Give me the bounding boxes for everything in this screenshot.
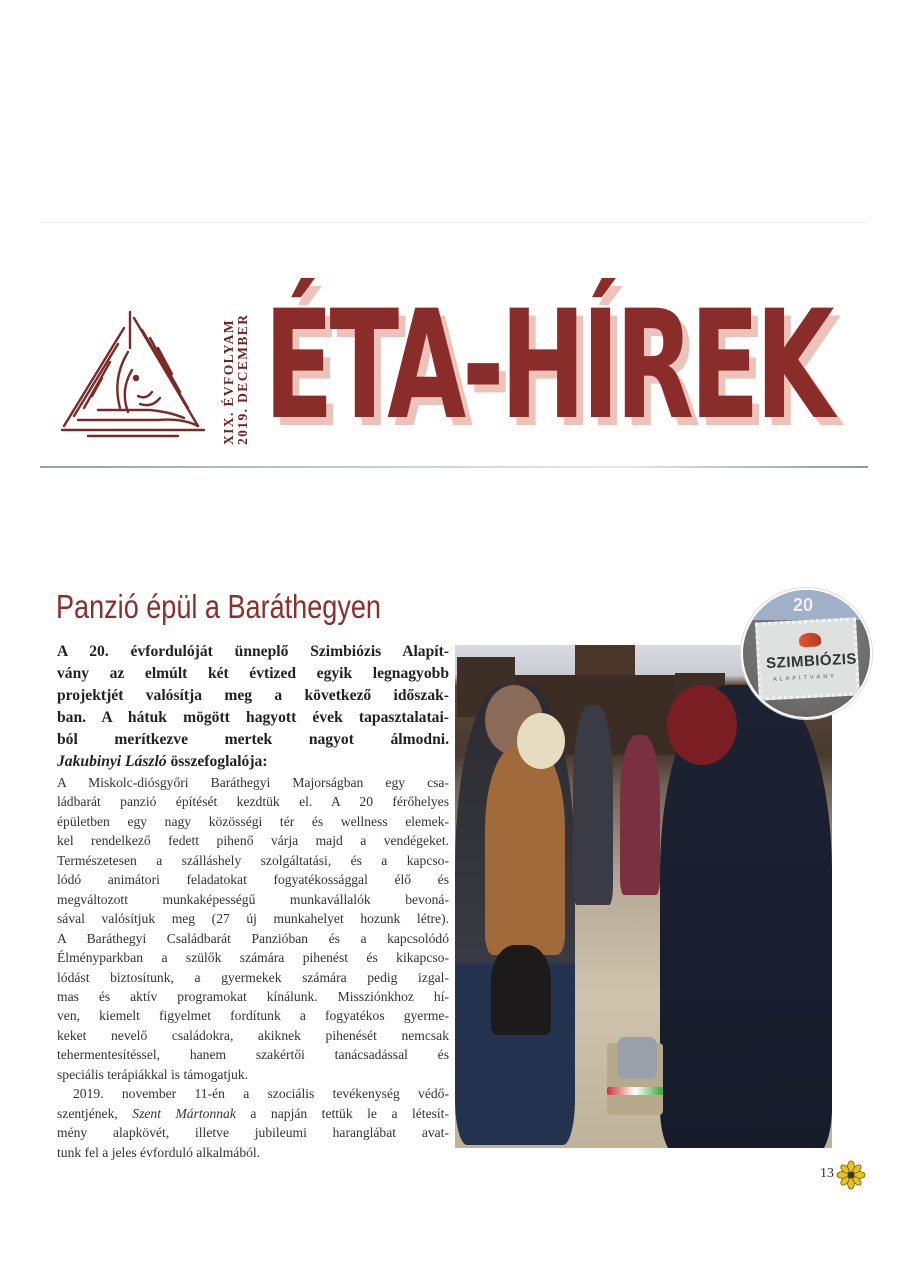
body-line xyxy=(57,1104,449,1123)
body-line: megváltozott munkaképességű munkavállalók bevoná- xyxy=(57,891,449,907)
eta-logo-icon xyxy=(58,308,208,443)
ceremony-photo xyxy=(455,645,832,1148)
body-line: épületben egy nagy közösségi tér és wellness elemek- xyxy=(57,813,449,829)
author-line xyxy=(57,751,449,773)
page-number: 13 xyxy=(820,1166,834,1181)
body-line: mény alapkövét, illetve jubileumi haranglábat avat- xyxy=(57,1125,449,1141)
lead-line: ból merítkezve mertek nagyot álmodni. xyxy=(57,731,449,748)
masthead-title: ÉTA-HÍREK xyxy=(264,279,831,453)
badge-subtitle: ALAPÍTVÁNY xyxy=(772,673,838,683)
volume-info xyxy=(222,314,250,445)
badge-name: SZIMBIÓZIS xyxy=(765,650,858,673)
lead-line: ban. A hátuk mögött hagyott évek tapasztalatai- xyxy=(57,709,449,726)
body-line: Élményparkban a szülők számára pihenést és kikapcso- xyxy=(57,950,449,966)
body-line: lódást biztosítunk, a gyermekek számára pedig izgal- xyxy=(57,969,449,985)
body-line: ládbarát panzió építését kezdtük el. A 20 férőhelyes xyxy=(57,794,449,810)
author-name: Jakubinyi László xyxy=(57,753,167,770)
lead-line: projektjét valósítja meg a következő időszak- xyxy=(57,687,449,704)
body-line: A Baráthegyi Családbarát Panzióban és a kapcsolódó xyxy=(57,930,449,946)
volume-label: XIX. ÉVFOLYAM xyxy=(221,319,236,445)
szimbiozis-logo xyxy=(755,617,860,700)
article-body xyxy=(57,773,449,1162)
body-line: Természetesen a szálláshely szolgáltatási, és a kapcso- xyxy=(57,852,449,868)
saint-name: Szent Mártonnak xyxy=(132,1105,236,1121)
body-line: 2019. november 11-én a szociális tevékenység védő- xyxy=(73,1086,449,1102)
body-line: sával valósítjuk meg (27 új munkahelyet hozunk létre). xyxy=(57,911,449,927)
masthead-divider xyxy=(40,466,868,468)
text: a napján tettük le a létesít- xyxy=(235,1105,449,1121)
body-line: kel rendelkező fedett pihenő várja majd a vendégeket. xyxy=(57,833,449,849)
hand-icon xyxy=(799,632,822,647)
szimbiozis-badge xyxy=(741,588,872,719)
body-line: ven, kiemelt figyelmet fordítunk a fogyatékos gyerme- xyxy=(57,1008,449,1024)
lead-line: vány az elmúlt két évtized egyik legnagyobb xyxy=(57,665,449,682)
text: szentjének, xyxy=(57,1105,133,1121)
flower-icon xyxy=(836,1160,866,1190)
author-suffix: összefoglalója: xyxy=(166,753,268,770)
body-line: A Miskolc-diósgyőri Baráthegyi Majorságban egy csa- xyxy=(57,775,449,790)
body-line: tunk fel a jeles évforduló alkalmából. xyxy=(57,1144,261,1160)
issue-date: 2019. DECEMBER xyxy=(235,313,250,445)
paragraph-1 xyxy=(57,773,449,1084)
body-line: mas és aktív programokat kínálunk. Missziónkhoz hí- xyxy=(57,988,449,1004)
anniversary-number: 20 xyxy=(793,595,814,615)
article-lead xyxy=(57,641,449,773)
body-line: tehermentesítéssel, hanem szakértői tanácsadással és xyxy=(57,1047,449,1063)
paragraph-2 xyxy=(57,1084,449,1162)
article-heading: Panzió épül a Baráthegyen xyxy=(56,588,381,625)
lead-line: A 20. évfordulóját ünneplő Szimbiózis Alapít- xyxy=(57,643,449,660)
body-line: keket nevelő családokra, akiknek pihenését nemcsak xyxy=(57,1027,449,1043)
body-line: lódó animátori feladatokat fogyatékossággal élő és xyxy=(57,872,449,888)
body-line: speciális terápiákkal is támogatjuk. xyxy=(57,1066,249,1082)
